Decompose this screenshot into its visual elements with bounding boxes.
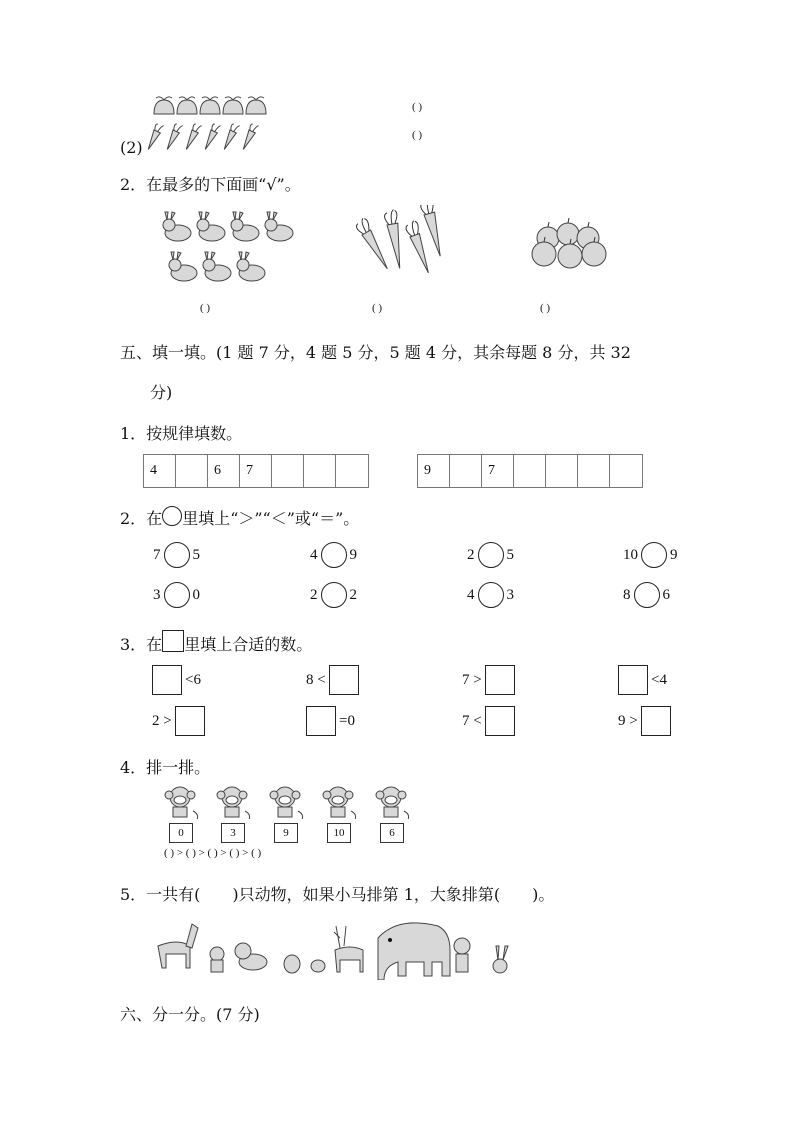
monkey-with-number bbox=[160, 785, 200, 843]
q3-title-end: 里填上合适的数。 bbox=[184, 635, 313, 654]
small-rabbit-icon bbox=[493, 946, 508, 973]
carrot-icon bbox=[221, 123, 240, 152]
peach-icon bbox=[223, 97, 243, 114]
compare-left: 10 bbox=[623, 546, 638, 563]
fill-item bbox=[618, 665, 667, 695]
fill-item bbox=[462, 665, 515, 695]
circle-symbol-icon bbox=[162, 506, 182, 526]
pattern-cell[interactable] bbox=[336, 455, 368, 487]
animals-row bbox=[150, 918, 520, 984]
compare-circle[interactable] bbox=[321, 582, 347, 608]
compare-item bbox=[153, 542, 200, 568]
compare-item bbox=[467, 582, 514, 608]
monkey-number-box: 6 bbox=[380, 823, 404, 843]
apples-answer-paren[interactable]: ( ) bbox=[540, 302, 551, 314]
pattern-row-b bbox=[417, 454, 643, 488]
small-carrots-illustration bbox=[148, 122, 273, 152]
cat-icon bbox=[210, 947, 224, 972]
big-carrots-group bbox=[352, 205, 447, 284]
rabbit-icon bbox=[203, 252, 231, 281]
fill-item bbox=[152, 706, 205, 736]
monkey-with-number bbox=[265, 785, 305, 843]
rabbit-icon bbox=[163, 212, 191, 241]
horse-icon bbox=[158, 924, 198, 968]
pattern-cell[interactable] bbox=[578, 455, 610, 487]
deer-icon bbox=[334, 926, 363, 972]
compare-left: 2 bbox=[310, 586, 318, 603]
answer-box[interactable] bbox=[175, 706, 205, 736]
rabbits-answer-paren[interactable]: ( ) bbox=[200, 302, 211, 314]
pattern-cell: 4 bbox=[144, 455, 176, 487]
part-2-label: (2) bbox=[120, 138, 143, 157]
monkey-number-box: 9 bbox=[274, 823, 298, 843]
compare-item bbox=[623, 582, 670, 608]
peach-icon bbox=[154, 97, 174, 114]
compare-circle[interactable] bbox=[478, 542, 504, 568]
compare-circle[interactable] bbox=[164, 582, 190, 608]
fill-expression: 7 > bbox=[462, 671, 482, 688]
pattern-cell[interactable] bbox=[176, 455, 208, 487]
fill-item bbox=[306, 706, 355, 736]
q3-fill-title bbox=[120, 630, 312, 655]
big-carrots-illustration bbox=[352, 205, 447, 280]
compare-left: 8 bbox=[623, 586, 631, 603]
monkey-icon bbox=[454, 938, 470, 972]
q1-pattern-title: 1．按规律填数。 bbox=[120, 424, 243, 443]
q5-animals-question: 5．一共有( )只动物，如果小马排第 1，大象排第( )。 bbox=[120, 885, 555, 904]
q2-compare-title bbox=[120, 506, 359, 529]
carrots-row bbox=[148, 122, 273, 156]
pattern-cell: 7 bbox=[240, 455, 272, 487]
rooster-icon bbox=[284, 955, 300, 973]
monkey-number-box: 3 bbox=[221, 823, 245, 843]
monkey-number-box: 10 bbox=[327, 823, 351, 843]
elephant-icon bbox=[378, 923, 450, 980]
rabbits-illustration bbox=[158, 205, 298, 290]
rabbit-icon bbox=[231, 212, 259, 241]
dog-icon bbox=[235, 943, 267, 970]
q2-title-end: 里填上“＞”“＜”或“＝”。 bbox=[182, 509, 360, 528]
order-line[interactable]: ( ) > ( ) > ( ) > ( ) > ( ) bbox=[164, 847, 262, 859]
compare-item bbox=[310, 582, 357, 608]
apples-illustration bbox=[528, 216, 608, 271]
compare-right: 3 bbox=[506, 586, 514, 603]
compare-left: 3 bbox=[153, 586, 161, 603]
compare-left: 7 bbox=[153, 546, 161, 563]
peach-icon bbox=[200, 97, 220, 114]
monkey-with-number bbox=[318, 785, 358, 843]
compare-item bbox=[467, 542, 514, 568]
fill-expression: =0 bbox=[339, 712, 355, 729]
section-6-title: 六、分一分。(7 分) bbox=[120, 1005, 260, 1024]
answer-box[interactable] bbox=[618, 665, 648, 695]
pattern-cell: 7 bbox=[482, 455, 514, 487]
fill-expression: 9 > bbox=[618, 712, 638, 729]
monkey-with-number bbox=[371, 785, 411, 843]
fill-item bbox=[152, 665, 201, 695]
answer-box[interactable] bbox=[485, 665, 515, 695]
q4-arrange-title: 4．排一排。 bbox=[120, 758, 211, 777]
section-5-title: 五、填一填。(1 题 7 分，4 题 5 分，5 题 4 分，其余每题 8 分，共 32 bbox=[120, 343, 631, 362]
carrots-check-paren[interactable]: ( ) bbox=[372, 302, 383, 314]
pattern-cell: 6 bbox=[208, 455, 240, 487]
q2-title-start: 2．在 bbox=[120, 509, 163, 528]
monkey-icon bbox=[265, 785, 305, 819]
pattern-cell: 9 bbox=[418, 455, 450, 487]
compare-left: 4 bbox=[310, 546, 318, 563]
answer-box[interactable] bbox=[329, 665, 359, 695]
q3-title-start: 3．在 bbox=[120, 635, 163, 654]
mouse-icon bbox=[311, 960, 325, 972]
compare-right: 9 bbox=[349, 546, 357, 563]
compare-right: 9 bbox=[670, 546, 678, 563]
compare-item bbox=[310, 542, 357, 568]
pattern-cell[interactable] bbox=[610, 455, 642, 487]
rabbit-icon bbox=[237, 252, 265, 281]
compare-circle[interactable] bbox=[634, 582, 660, 608]
compare-right: 5 bbox=[506, 546, 514, 563]
animals-illustration bbox=[150, 918, 520, 980]
carrot-icon bbox=[183, 123, 202, 152]
monkey-icon bbox=[160, 785, 200, 819]
square-symbol-icon bbox=[162, 630, 184, 652]
rabbit-icon bbox=[265, 212, 293, 241]
section-5-title-cont: 分) bbox=[150, 383, 173, 402]
carrot-icon bbox=[240, 123, 259, 152]
compare-circle[interactable] bbox=[321, 542, 347, 568]
rabbits-group bbox=[158, 205, 298, 294]
compare-circle[interactable] bbox=[641, 542, 667, 568]
monkey-with-number bbox=[212, 785, 252, 843]
compare-item bbox=[153, 582, 200, 608]
peaches-row bbox=[150, 94, 275, 124]
monkey-icon bbox=[212, 785, 252, 819]
pattern-cell[interactable] bbox=[546, 455, 578, 487]
answer-box[interactable] bbox=[306, 706, 336, 736]
carrot-icon bbox=[164, 123, 183, 152]
compare-circle[interactable] bbox=[478, 582, 504, 608]
compare-right: 2 bbox=[349, 586, 357, 603]
fill-expression: 2 > bbox=[152, 712, 172, 729]
answer-box[interactable] bbox=[485, 706, 515, 736]
monkey-number-box: 0 bbox=[169, 823, 193, 843]
compare-left: 4 bbox=[467, 586, 475, 603]
monkey-icon bbox=[371, 785, 411, 819]
pattern-cell[interactable] bbox=[514, 455, 546, 487]
peaches-illustration bbox=[150, 94, 275, 120]
compare-right: 0 bbox=[192, 586, 200, 603]
compare-right: 5 bbox=[192, 546, 200, 563]
compare-item bbox=[623, 542, 678, 568]
rabbit-icon bbox=[169, 252, 197, 281]
fill-expression: <6 bbox=[185, 671, 201, 688]
carrot-icon bbox=[202, 123, 221, 152]
fill-expression: 8 < bbox=[306, 671, 326, 688]
pattern-cell[interactable] bbox=[272, 455, 304, 487]
carrots-answer-paren[interactable]: ( ) bbox=[412, 129, 423, 141]
fill-expression: 7 < bbox=[462, 712, 482, 729]
compare-right: 6 bbox=[662, 586, 670, 603]
fill-item bbox=[306, 665, 359, 695]
fill-item bbox=[462, 706, 515, 736]
carrot-icon bbox=[148, 123, 164, 152]
answer-box[interactable] bbox=[641, 706, 671, 736]
pattern-cell[interactable] bbox=[304, 455, 336, 487]
question-2-most: 2．在最多的下面画“√”。 bbox=[120, 175, 301, 194]
peach-icon bbox=[177, 97, 197, 114]
fill-expression: <4 bbox=[651, 671, 667, 688]
peaches-answer-paren[interactable]: ( ) bbox=[412, 101, 423, 113]
peach-icon bbox=[246, 97, 266, 114]
monkey-icon bbox=[318, 785, 358, 819]
compare-circle[interactable] bbox=[164, 542, 190, 568]
answer-box[interactable] bbox=[152, 665, 182, 695]
fill-item bbox=[618, 706, 671, 736]
compare-left: 2 bbox=[467, 546, 475, 563]
apples-group bbox=[528, 216, 608, 275]
rabbit-icon bbox=[197, 212, 225, 241]
pattern-cell[interactable] bbox=[450, 455, 482, 487]
pattern-row-a bbox=[143, 454, 369, 488]
